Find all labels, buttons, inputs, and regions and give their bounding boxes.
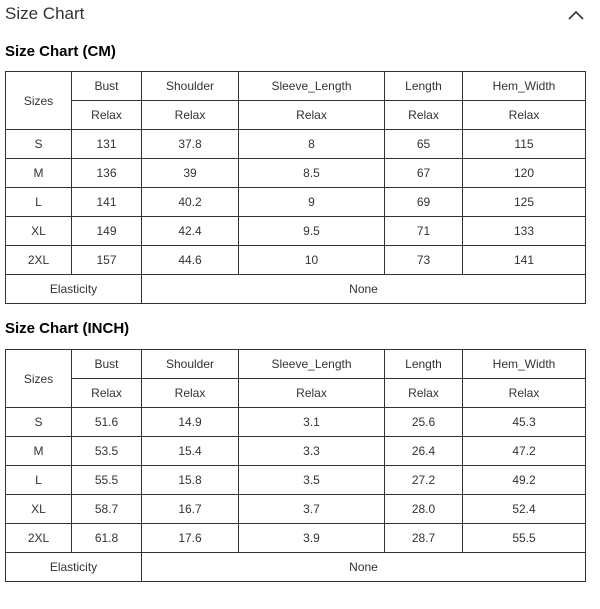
size-chart-inch-title: Size Chart (INCH) xyxy=(5,320,130,337)
table-cell: 136 xyxy=(72,159,142,188)
chevron-up-icon[interactable] xyxy=(567,8,585,22)
table-row xyxy=(6,130,586,159)
size-cell: L xyxy=(6,188,72,217)
table-cell: 3.5 xyxy=(239,466,385,495)
table-subheader-row xyxy=(6,379,586,408)
subheader-cell: Relax xyxy=(72,101,142,130)
table-header-row xyxy=(6,350,586,379)
table-cell: 9.5 xyxy=(239,217,385,246)
table-cell: 45.3 xyxy=(463,408,586,437)
table-cell: 115 xyxy=(463,130,586,159)
subheader-cell: Relax xyxy=(239,379,385,408)
table-cell: 37.8 xyxy=(142,130,239,159)
size-cell: 2XL xyxy=(6,246,72,275)
table-cell: 52.4 xyxy=(463,495,586,524)
size-cell: XL xyxy=(6,217,72,246)
table-cell: 69 xyxy=(385,188,463,217)
table-cell: 28.7 xyxy=(385,524,463,553)
table-cell: 51.6 xyxy=(72,408,142,437)
table-cell: 125 xyxy=(463,188,586,217)
table-cell: 3.7 xyxy=(239,495,385,524)
table-cell: 3.9 xyxy=(239,524,385,553)
table-cell: 3.3 xyxy=(239,437,385,466)
table-cell: 16.7 xyxy=(142,495,239,524)
subheader-cell: Relax xyxy=(463,379,586,408)
table-cell: 71 xyxy=(385,217,463,246)
table-cell: 55.5 xyxy=(72,466,142,495)
column-header-length: Length xyxy=(385,350,463,379)
table-cell: 47.2 xyxy=(463,437,586,466)
table-cell: 39 xyxy=(142,159,239,188)
subheader-cell: Relax xyxy=(72,379,142,408)
table-row xyxy=(6,495,586,524)
table-row xyxy=(6,437,586,466)
size-cell: M xyxy=(6,159,72,188)
elasticity-row xyxy=(6,553,586,582)
column-header-bust: Bust xyxy=(72,72,142,101)
table-cell: 17.6 xyxy=(142,524,239,553)
size-cell: XL xyxy=(6,495,72,524)
size-chart-heading: Size Chart xyxy=(5,4,85,23)
column-header-bust: Bust xyxy=(72,350,142,379)
table-cell: 65 xyxy=(385,130,463,159)
table-row xyxy=(6,466,586,495)
table-cell: 149 xyxy=(72,217,142,246)
subheader-cell: Relax xyxy=(142,101,239,130)
column-header-hem-width: Hem_Width xyxy=(463,350,586,379)
table-cell: 53.5 xyxy=(72,437,142,466)
table-cell: 131 xyxy=(72,130,142,159)
subheader-cell: Relax xyxy=(142,379,239,408)
table-cell: 10 xyxy=(239,246,385,275)
column-header-shoulder: Shoulder xyxy=(142,72,239,101)
table-cell: 14.9 xyxy=(142,408,239,437)
table-cell: 28.0 xyxy=(385,495,463,524)
size-cell: S xyxy=(6,130,72,159)
table-cell: 3.1 xyxy=(239,408,385,437)
elasticity-row xyxy=(6,275,586,304)
table-cell: 120 xyxy=(463,159,586,188)
table-cell: 133 xyxy=(463,217,586,246)
size-chart-cm-table xyxy=(5,71,586,304)
elasticity-value: None xyxy=(142,553,586,582)
table-row xyxy=(6,159,586,188)
table-row xyxy=(6,408,586,437)
table-cell: 40.2 xyxy=(142,188,239,217)
table-cell: 157 xyxy=(72,246,142,275)
table-cell: 67 xyxy=(385,159,463,188)
column-header-sleeve-length: Sleeve_Length xyxy=(239,350,385,379)
table-cell: 15.8 xyxy=(142,466,239,495)
table-row xyxy=(6,217,586,246)
column-header-sleeve-length: Sleeve_Length xyxy=(239,72,385,101)
table-subheader-row xyxy=(6,101,586,130)
column-header-shoulder: Shoulder xyxy=(142,350,239,379)
table-cell: 58.7 xyxy=(72,495,142,524)
sizes-header: Sizes xyxy=(6,350,72,408)
subheader-cell: Relax xyxy=(385,379,463,408)
table-cell: 61.8 xyxy=(72,524,142,553)
column-header-hem-width: Hem_Width xyxy=(463,72,586,101)
column-header-length: Length xyxy=(385,72,463,101)
table-cell: 25.6 xyxy=(385,408,463,437)
subheader-cell: Relax xyxy=(239,101,385,130)
table-cell: 26.4 xyxy=(385,437,463,466)
table-row xyxy=(6,246,586,275)
size-chart-cm-title: Size Chart (CM) xyxy=(5,43,116,60)
elasticity-value: None xyxy=(142,275,586,304)
table-header-row xyxy=(6,72,586,101)
table-cell: 15.4 xyxy=(142,437,239,466)
table-cell: 9 xyxy=(239,188,385,217)
size-cell: M xyxy=(6,437,72,466)
table-cell: 73 xyxy=(385,246,463,275)
table-cell: 44.6 xyxy=(142,246,239,275)
table-cell: 141 xyxy=(463,246,586,275)
table-cell: 42.4 xyxy=(142,217,239,246)
size-cell: 2XL xyxy=(6,524,72,553)
elasticity-label: Elasticity xyxy=(6,553,142,582)
table-cell: 27.2 xyxy=(385,466,463,495)
table-cell: 8 xyxy=(239,130,385,159)
table-cell: 55.5 xyxy=(463,524,586,553)
size-cell: L xyxy=(6,466,72,495)
size-chart-inch-table xyxy=(5,349,586,582)
subheader-cell: Relax xyxy=(463,101,586,130)
table-cell: 141 xyxy=(72,188,142,217)
table-row xyxy=(6,524,586,553)
size-cell: S xyxy=(6,408,72,437)
table-cell: 8.5 xyxy=(239,159,385,188)
size-chart-header[interactable] xyxy=(0,0,600,32)
sizes-header: Sizes xyxy=(6,72,72,130)
table-row xyxy=(6,188,586,217)
table-cell: 49.2 xyxy=(463,466,586,495)
subheader-cell: Relax xyxy=(385,101,463,130)
elasticity-label: Elasticity xyxy=(6,275,142,304)
